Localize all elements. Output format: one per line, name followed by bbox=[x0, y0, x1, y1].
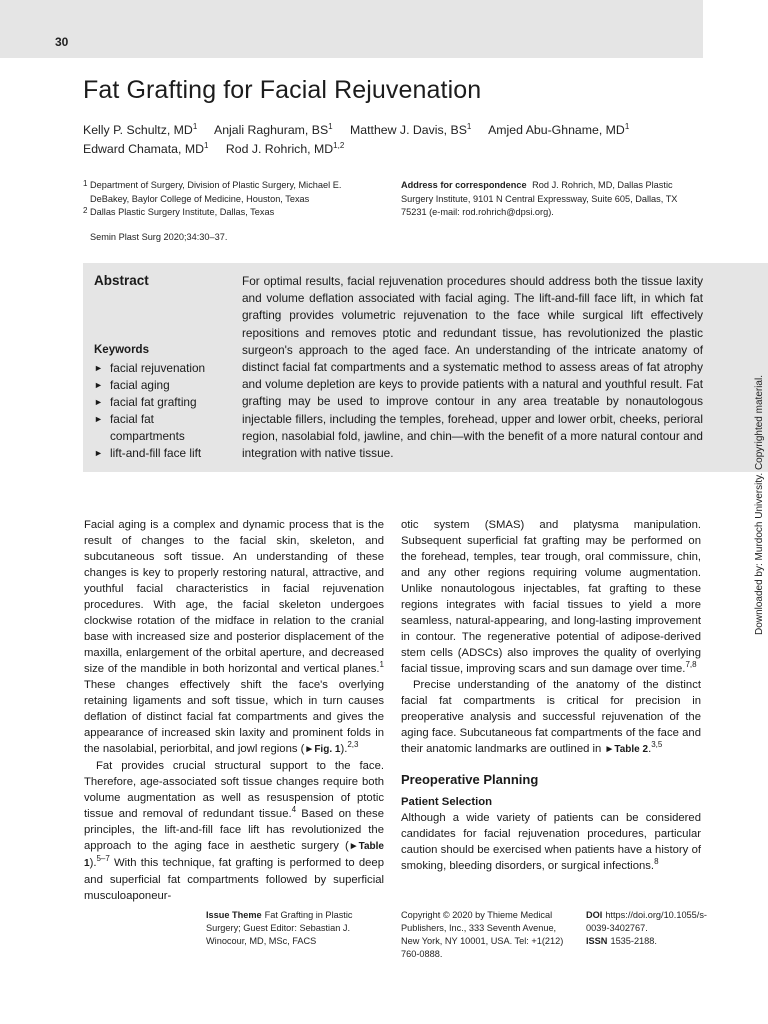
doi-link[interactable]: https://doi.org/10.1055/s-0039-3402767. bbox=[586, 910, 707, 933]
author: Anjali Raghuram, $BS^1$ bbox=[214, 122, 333, 137]
affiliation: 2 Dallas Plastic Surgery Institute, Dallas, Texas bbox=[83, 206, 275, 217]
table-reference-link[interactable]: ►Table 1 bbox=[84, 841, 384, 869]
article-title: Fat Grafting for Facial Rejuvenation bbox=[83, 76, 482, 104]
author: Amjed Abu-Ghname, $MD^1$ bbox=[488, 122, 630, 137]
arrow-right-icon: ► bbox=[94, 414, 103, 424]
download-notice: Downloaded by: Murdoch University. Copyrighted material. bbox=[754, 375, 765, 635]
figure-reference-link[interactable]: ►Fig. 1 bbox=[304, 744, 341, 755]
affiliation: 1 Department of Surgery, Division of Plastic Surgery, Michael E. DeBakey, Baylor College of Medicine, Houston, Texas bbox=[83, 179, 342, 204]
keywords-heading: Keywords bbox=[94, 344, 149, 356]
affiliations bbox=[83, 179, 383, 220]
keywords-list bbox=[94, 360, 229, 462]
keyword-item: ► facial fat grafting bbox=[94, 395, 197, 409]
footer-issue-theme: Issue Theme Fat Grafting in Plastic Surgery; Guest Editor: Sebastian J. Winocour, MD, MSc, FACS bbox=[206, 910, 353, 946]
page-number: 30 bbox=[55, 35, 69, 49]
correspondence-address bbox=[401, 179, 696, 220]
correspondence-label: Address for correspondence bbox=[401, 180, 527, 190]
arrow-right-icon: ► bbox=[94, 397, 103, 407]
body-paragraph: otic system (SMAS) and platysma manipulation. Subsequent superficial fat grafting may be performed on the forehead, temples, tear trough, oral commissure, chin, and any other regions requiring volume augmentation. Unlike nonautologous injectables, fat grafting to these regions integrates with facial tissues to yield a more seamless, natural-appearing, and long-lasting improvement in contour. The regenerative potential of adipose-derived stem cells (ADSCs) also improves the quality of overlying facial tissue, improving scars and sun damage over time.$^{7,8}$ bbox=[401, 519, 701, 675]
keyword-item: ► facial rejuvenation bbox=[94, 361, 206, 375]
author: Edward Chamata, $MD^1$ bbox=[83, 141, 209, 156]
body-paragraph: Facial aging is a complex and dynamic process that is the result of changes to the facial skin, skeleton, and subcutaneous soft tissue. An understanding of these changes is key to properly restoring natural, attractive, and youthful facial characteristics in facial rejuvenation procedures. With age, the facial skeleton undergoes clockwise rotation of the midface in relation to the cranial base with increased size and posterior displacement of the maxilla, enlargement of the orbital aperture, and decreased size of the mandible in both horizontal and vertical planes.$^1$ These changes effectively shift the face's overlying retaining ligaments and soft tissue, which in turn causes deflation of distinct facial fat compartments and gives the appearance of increased skin laxity and prominent folds in the nasolabial, periorbital, and jowl regions (►Fig. 1).$^{2,3}$ bbox=[84, 519, 384, 755]
doi-line: DOI https://doi.org/10.1055/s-0039-3402767. bbox=[586, 910, 707, 933]
abstract-text: For optimal results, facial rejuvenation procedures should address both the tissue laxity and volume deflation associated with facial aging. The lift-and-fill face lift, in which fat grafting provides volumetric rejuvenation to the face while surgical lift effectively repositions and removes ptotic and redundant tissue, has revolutionized the plastic surgeon's approach to the aged face. An understanding of the intricate anatomy of distinct facial fat compartments and a systematic method to assess areas of fat atrophy and volume depletion are keys to provide patients with a natural and youthful result. Fat grafting may be used to improve contour in any area treatable by nonautologous injectable fillers, including the temples, forehead, upper and lower orbit, cheeks, perioral region, nasolabial fold, jawline, and chin—with the benefit of a more natural contour and integration with native tissue. bbox=[242, 274, 703, 461]
correspondence-text: Rod J. Rohrich, MD, Dallas Plastic Surgery Institute, 9101 N Central Expressway, Suite 605, Dallas, TX 75231 (e-mail: rod.rohrich@dpsi.org). bbox=[401, 180, 678, 217]
subsection-heading: Patient Selection bbox=[401, 796, 493, 808]
abstract-box bbox=[83, 263, 768, 472]
body-column-right bbox=[401, 517, 701, 874]
keyword-item: ► facial fat compartments bbox=[94, 412, 185, 443]
issn-line: ISSN 1535-2188. bbox=[586, 936, 657, 946]
section-heading: Preoperative Planning bbox=[401, 772, 539, 787]
body-paragraph: Fat provides crucial structural support to the face. Therefore, age-associated soft tissue changes require both volume augmentation as well as resuspension of ptotic tissue and removal of redundant tissue.$^4$ Based on these principles, the lift-and-fill face lift has revolutionized the approach to the aging face in aesthetic surgery (►Table 1).$^{5-7}$ With this technique, fat grafting is performed to deep and superficial fat compartments followed by superficial musculoaponeur- bbox=[84, 760, 384, 902]
body-paragraph: Although a wide variety of patients can be considered candidates for facial rejuvenation procedures, particular caution should be exercised when patients have a history of smoking, bleeding disorders, or surgical infections.$^8$ bbox=[401, 812, 701, 872]
body-column-left bbox=[84, 517, 384, 904]
arrow-right-icon: ► bbox=[94, 448, 103, 458]
citation: Semin Plast Surg 2020;34:30–37. bbox=[90, 232, 228, 242]
keyword-item: ► lift-and-fill face lift bbox=[94, 446, 202, 460]
body-paragraph: Precise understanding of the anatomy of the distinct facial fat compartments is critical for precision in preoperative analysis and successful rejuvenation of the aging face. Subcutaneous fat compartments of the face and their anatomic landmarks are outlined in ►Table 2.$^{3,5}$ bbox=[401, 679, 701, 755]
author: Rod J. Rohrich, MD$^{1,2}$ bbox=[225, 141, 345, 156]
author: Matthew J. Davis, $BS^1$ bbox=[350, 122, 472, 137]
arrow-right-icon: ► bbox=[94, 380, 103, 390]
keyword-item: ► facial aging bbox=[94, 378, 170, 392]
table-reference-link[interactable]: ►Table 2 bbox=[604, 744, 649, 755]
header-bar bbox=[0, 0, 703, 58]
footer-copyright: Copyright © 2020 by Thieme Medical Publishers, Inc., 333 Seventh Avenue, New York, NY 10001, USA. Tel: +1(212) 760-0888. bbox=[401, 910, 564, 959]
abstract-heading: Abstract bbox=[94, 273, 149, 288]
author-list bbox=[83, 121, 683, 159]
footer-doi bbox=[586, 909, 716, 948]
arrow-right-icon: ► bbox=[94, 363, 103, 373]
author: Kelly P. Schultz, $MD^1$ bbox=[83, 122, 198, 137]
